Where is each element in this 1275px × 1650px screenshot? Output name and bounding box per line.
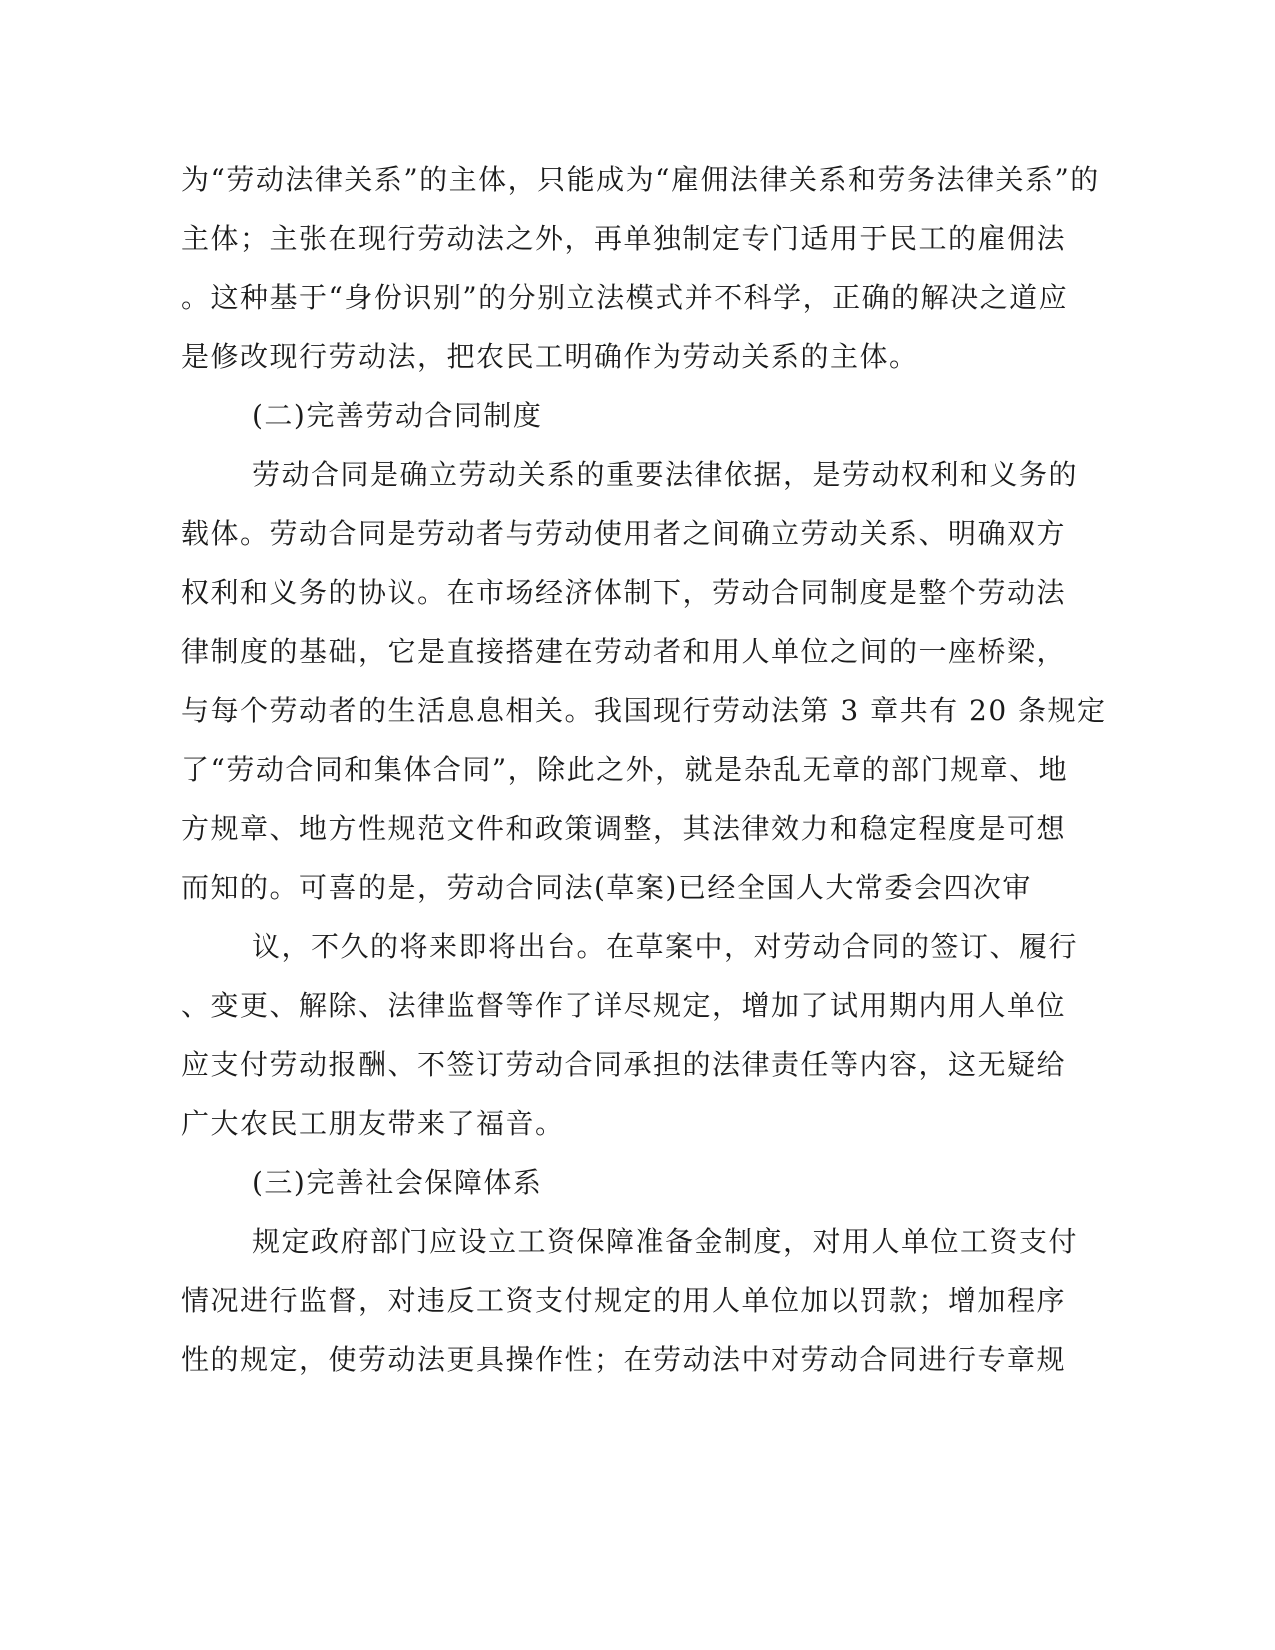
text-line: 应支付劳动报酬、不签订劳动合同承担的法律责任等内容，这无疑给 [181, 1048, 1067, 1081]
section-heading: (二)完善劳动合同制度 [252, 399, 543, 432]
text-line: 是修改现行劳动法，把农民工明确作为劳动关系的主体。 [181, 340, 919, 373]
section-heading: (三)完善社会保障体系 [252, 1166, 543, 1199]
text-line: 了“劳动合同和集体合同”，除此之外，就是杂乱无章的部门规章、地 [181, 753, 1069, 786]
text-line: 主体；主张在现行劳动法之外，再单独制定专门适用于民工的雇佣法 [181, 222, 1067, 255]
text-line: 方规章、地方性规范文件和政策调整，其法律效力和稳定程度是可想 [181, 812, 1067, 845]
text-line: 性的规定，使劳动法更具操作性；在劳动法中对劳动合同进行专章规 [181, 1343, 1067, 1376]
text-line: 载体。劳动合同是劳动者与劳动使用者之间确立劳动关系、明确双方 [181, 517, 1067, 550]
text-line: 议，不久的将来即将出台。在草案中，对劳动合同的签订、履行 [252, 930, 1079, 963]
text-line: 情况进行监督，对违反工资支付规定的用人单位加以罚款；增加程序 [181, 1284, 1067, 1317]
text-line: 。这种基于“身份识别”的分别立法模式并不科学，正确的解决之道应 [181, 281, 1069, 314]
text-line: 、变更、解除、法律监督等作了详尽规定，增加了试用期内用人单位 [181, 989, 1067, 1022]
text-line: 权利和义务的协议。在市场经济体制下，劳动合同制度是整个劳动法 [181, 576, 1067, 609]
text-line: 律制度的基础，它是直接搭建在劳动者和用人单位之间的一座桥梁， [181, 635, 1067, 668]
text-line: 与每个劳动者的生活息息相关。我国现行劳动法第 3 章共有 20 条规定 [181, 694, 1107, 727]
text-line: 为“劳动法律关系”的主体，只能成为“雇佣法律关系和劳务法律关系”的 [181, 163, 1100, 196]
text-line: 规定政府部门应设立工资保障准备金制度，对用人单位工资支付 [252, 1225, 1079, 1258]
text-line: 广大农民工朋友带来了福音。 [181, 1107, 565, 1140]
text-line: 劳动合同是确立劳动关系的重要法律依据，是劳动权利和义务的 [252, 458, 1079, 491]
text-line: 而知的。可喜的是，劳动合同法(草案)已经全国人大常委会四次审 [181, 871, 1032, 904]
